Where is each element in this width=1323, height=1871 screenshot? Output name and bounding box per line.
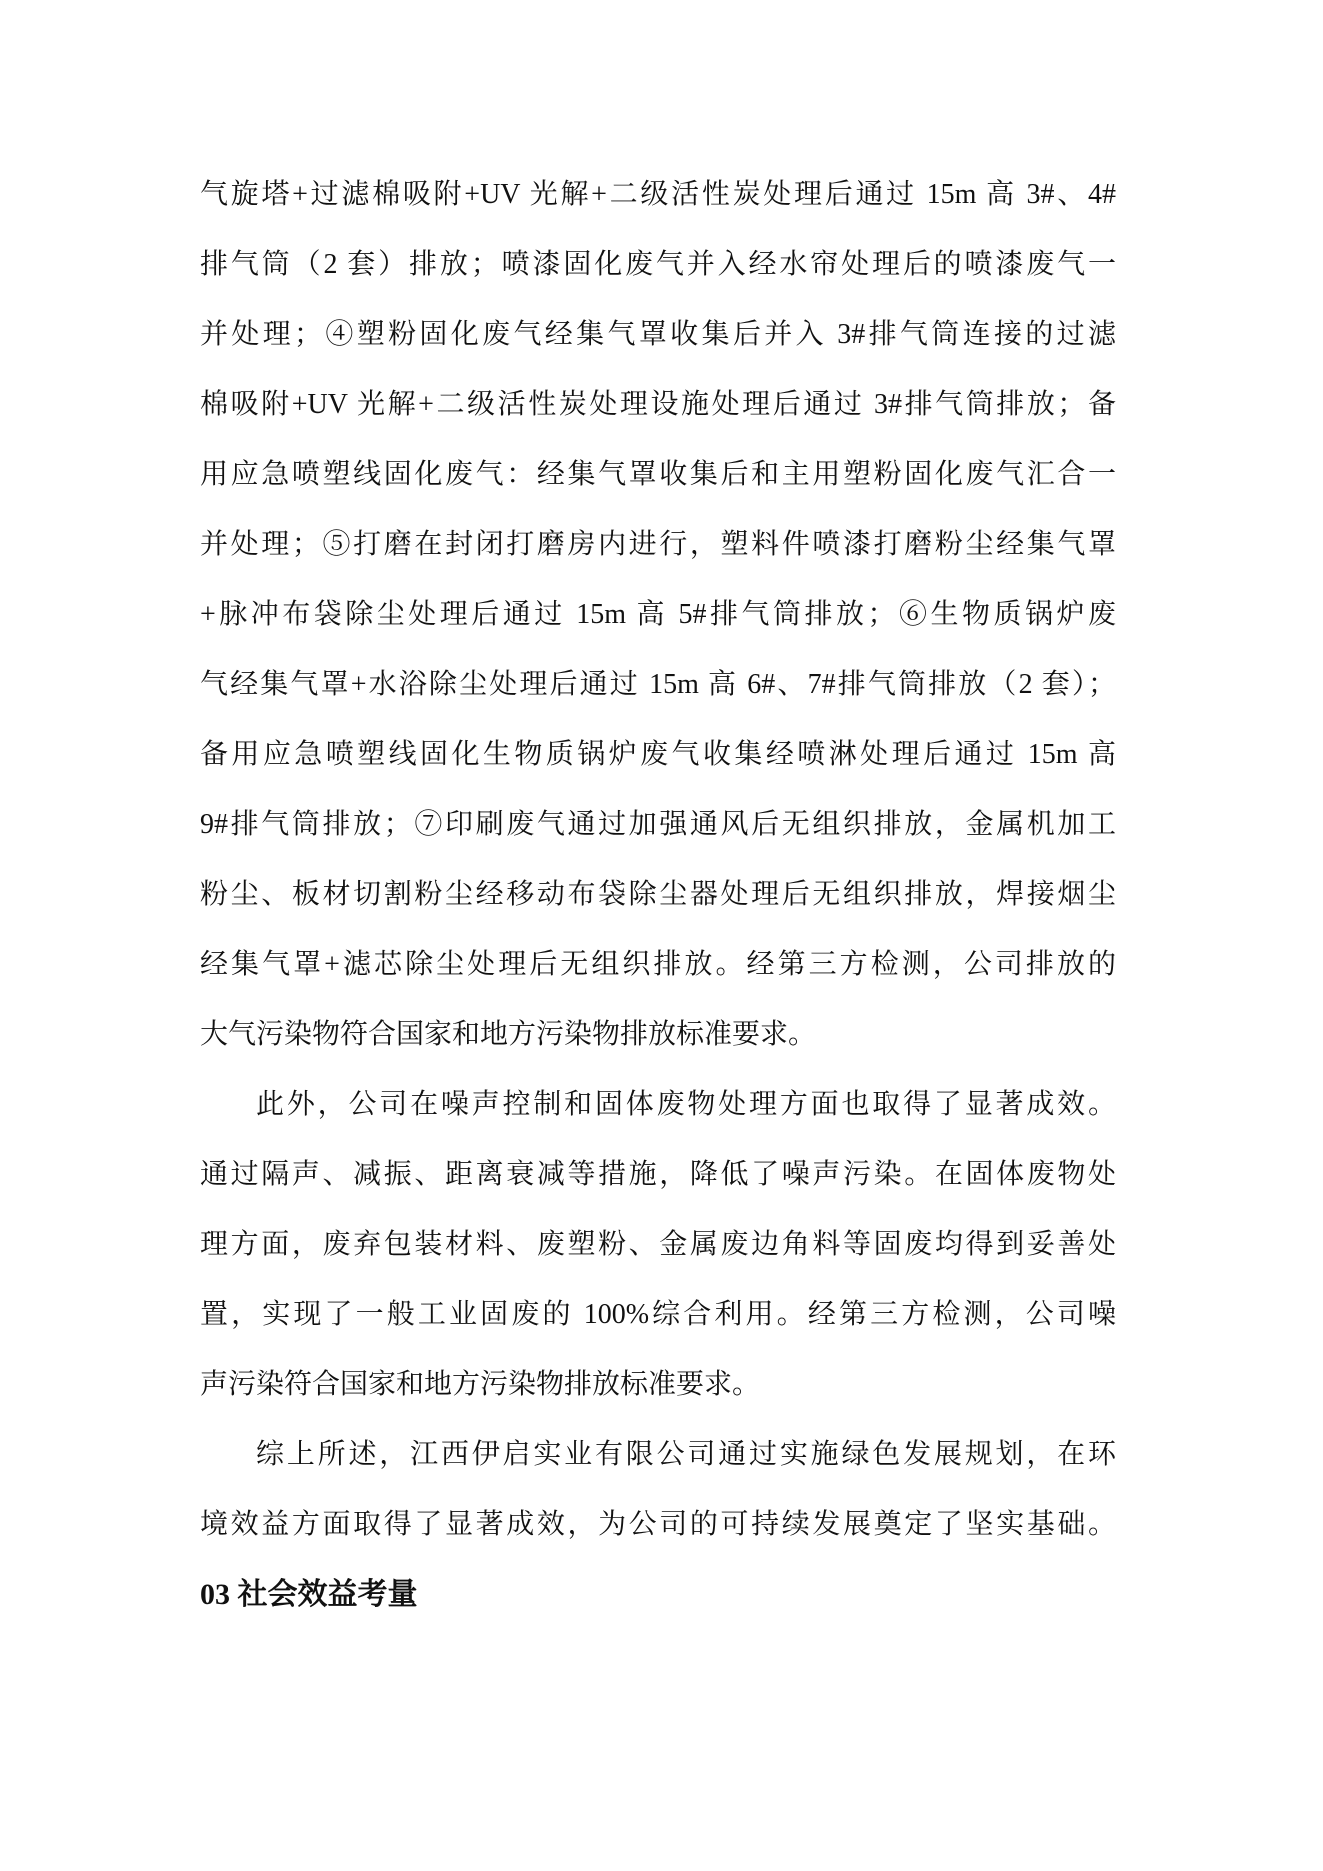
body-line: 气旋塔+过滤棉吸附+UV 光解+二级活性炭处理后通过 15m 高 3#、4# bbox=[200, 179, 1116, 210]
body-line: 用应急喷塑线固化废气：经集气罩收集后和主用塑粉固化废气汇合一 bbox=[200, 459, 1116, 490]
body-line: 通过隔声、减振、距离衰减等措施，降低了噪声污染。在固体废物处 bbox=[200, 1159, 1116, 1190]
body-line: 经集气罩+滤芯除尘处理后无组织排放。经第三方检测，公司排放的 bbox=[200, 949, 1116, 980]
body-line: 棉吸附+UV 光解+二级活性炭处理设施处理后通过 3#排气筒排放；备 bbox=[200, 389, 1116, 420]
body-line: 理方面，废弃包装材料、废塑粉、金属废边角料等固废均得到妥善处 bbox=[200, 1229, 1116, 1260]
paragraph-end-line: 大气污染物符合国家和地方污染物排放标准要求。 bbox=[200, 1019, 817, 1050]
paragraph-start-line: 综上所述，江西伊启实业有限公司通过实施绿色发展规划，在环 bbox=[256, 1439, 1116, 1470]
body-line: 排气筒（2 套）排放；喷漆固化废气并入经水帘处理后的喷漆废气一 bbox=[200, 249, 1116, 280]
body-line: 9#排气筒排放；⑦印刷废气通过加强通风后无组织排放，金属机加工 bbox=[200, 809, 1116, 840]
body-line: 并处理；④塑粉固化废气经集气罩收集后并入 3#排气筒连接的过滤 bbox=[200, 319, 1116, 350]
body-line: 备用应急喷塑线固化生物质锅炉废气收集经喷淋处理后通过 15m 高 bbox=[200, 739, 1116, 770]
body-line: +脉冲布袋除尘处理后通过 15m 高 5#排气筒排放；⑥生物质锅炉废 bbox=[200, 599, 1116, 630]
text-block bbox=[200, 160, 1116, 1630]
body-line: 置，实现了一般工业固废的 100%综合利用。经第三方检测，公司噪 bbox=[200, 1299, 1116, 1330]
paragraph-end-line: 声污染符合国家和地方污染物排放标准要求。 bbox=[200, 1369, 761, 1400]
paragraph-start-line: 此外，公司在噪声控制和固体废物处理方面也取得了显著成效。 bbox=[256, 1089, 1116, 1120]
section-heading: 03 社会效益考量 bbox=[200, 1578, 418, 1611]
body-line: 气经集气罩+水浴除尘处理后通过 15m 高 6#、7#排气筒排放（2 套）； bbox=[200, 669, 1116, 700]
body-line: 粉尘、板材切割粉尘经移动布袋除尘器处理后无组织排放，焊接烟尘 bbox=[200, 879, 1116, 910]
body-line: 并处理；⑤打磨在封闭打磨房内进行，塑料件喷漆打磨粉尘经集气罩 bbox=[200, 529, 1116, 560]
paragraph-end-line: 境效益方面取得了显著成效，为公司的可持续发展奠定了坚实基础。 bbox=[200, 1509, 1116, 1540]
